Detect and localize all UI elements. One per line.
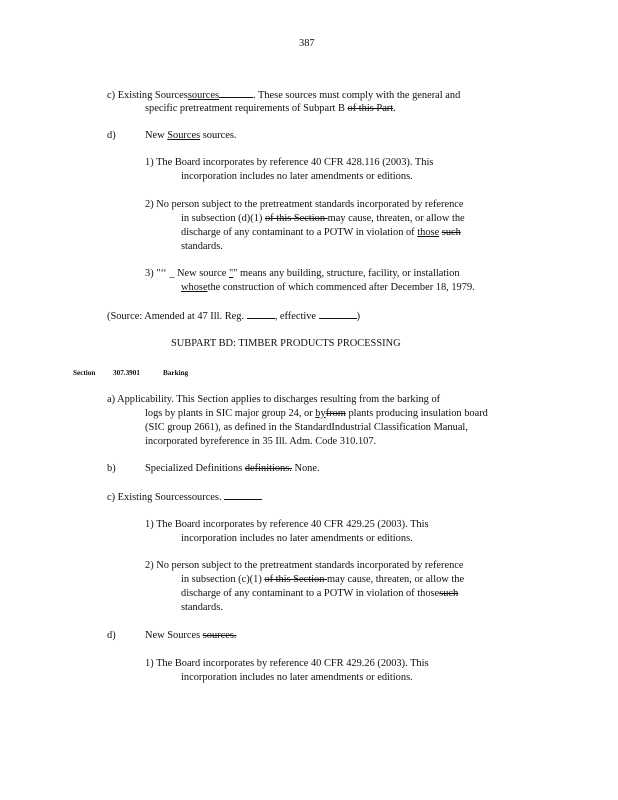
subpart-heading: SUBPART BD: TIMBER PRODUCTS PROCESSING — [171, 338, 401, 349]
item-c2-line-4: standards. — [181, 602, 223, 613]
item-nd1-line-1: 1) The Board incorporates by reference 40 CFR 429.26 (2003). This — [145, 658, 429, 669]
new-sources-label: d) — [107, 630, 116, 641]
item-d2-line-3: discharge of any contaminant to a POTW in violation of those such — [181, 227, 461, 238]
item-c2-line-1: 2) No person subject to the pretreatment standards incorporated by reference — [145, 560, 464, 571]
item-d1-line-1: 1) The Board incorporates by reference 40 CFR 428.116 (2003). This — [145, 157, 434, 168]
item-c2-line-3: discharge of any contaminant to a POTW in violation of thosesuch — [181, 588, 459, 599]
definitions-line: Specialized Definitions definitions. None. — [145, 463, 320, 474]
page-number: 387 — [299, 38, 315, 49]
applicability-line-4: incorporated byreference in 35 Ill. Adm. Code 310.107. — [145, 436, 377, 447]
applicability-line-3: (SIC group 2661), as defined in the StandardIndustrial Classification Manual, — [145, 422, 468, 433]
new-sources-heading: New Sources sources. — [145, 630, 237, 641]
section-number: 307.3901 — [113, 369, 140, 377]
paragraph-d-line-1 — [107, 129, 116, 143]
item-c1-line-1: 1) The Board incorporates by reference 40 CFR 429.25 (2003). This — [145, 519, 429, 530]
blank-line — [247, 309, 275, 319]
paragraph-c-label: c) — [107, 90, 116, 101]
item-d3-line-1: 3) "‘‘ _ New source "" means any building, structure, facility, or installation — [145, 268, 460, 279]
section-label: Section — [73, 369, 96, 377]
item-d2-line-4: standards. — [181, 241, 223, 252]
struck-text: definitions. — [244, 463, 292, 474]
item-c1-line-2: incorporation includes no later amendments or editions. — [181, 533, 413, 544]
paragraph-d-heading: New Sources sources. — [145, 130, 237, 141]
item-d2-line-1: 2) No person subject to the pretreatment standards incorporated by reference — [145, 199, 464, 210]
struck-text: of this Section — [264, 574, 328, 585]
applicability-line-2: logs by plants in SIC major group 24, or byfrom plants producing insulation board — [145, 408, 488, 419]
item-d2-line-2: in subsection (d)(1) of this Section may cause, threaten, or allow the — [181, 213, 465, 224]
paragraph-c-line-1: c) Existing Sourcessources . These sources must comply with the general and — [107, 90, 461, 101]
struck-text: of this Section — [264, 213, 328, 224]
item-d1-line-2: incorporation includes no later amendments or editions. — [181, 171, 413, 182]
struck-text: of this Part — [347, 103, 394, 114]
paragraph-c-line-2: specific pretreatment requirements of Subpart B of this Part. — [145, 103, 396, 114]
item-nd1-line-2: incorporation includes no later amendments or editions. — [181, 672, 413, 683]
struck-text: such — [439, 588, 459, 599]
item-c2-line-2: in subsection (c)(1) of this Section may cause, threaten, or allow the — [181, 574, 465, 585]
blank-line — [219, 88, 253, 98]
definitions-label: b) — [107, 463, 116, 474]
struck-text: from — [325, 408, 346, 419]
existing-sources-heading: c) Existing Sourcessources. — [107, 490, 262, 505]
paragraph-d-label: d) — [107, 130, 116, 141]
section-title: Barking — [163, 369, 189, 377]
applicability-line-1: a) Applicability. This Section applies to discharges resulting from the barking of — [107, 394, 441, 405]
struck-text: such — [441, 227, 461, 238]
blank-line — [224, 490, 262, 500]
source-note: (Source: Amended at 47 Ill. Reg. , effective ) — [107, 311, 361, 322]
struck-text: sources. — [202, 630, 237, 641]
blank-line — [319, 309, 357, 319]
item-d3-line-2: whosethe construction of which commenced after December 18, 1979. — [181, 282, 475, 293]
